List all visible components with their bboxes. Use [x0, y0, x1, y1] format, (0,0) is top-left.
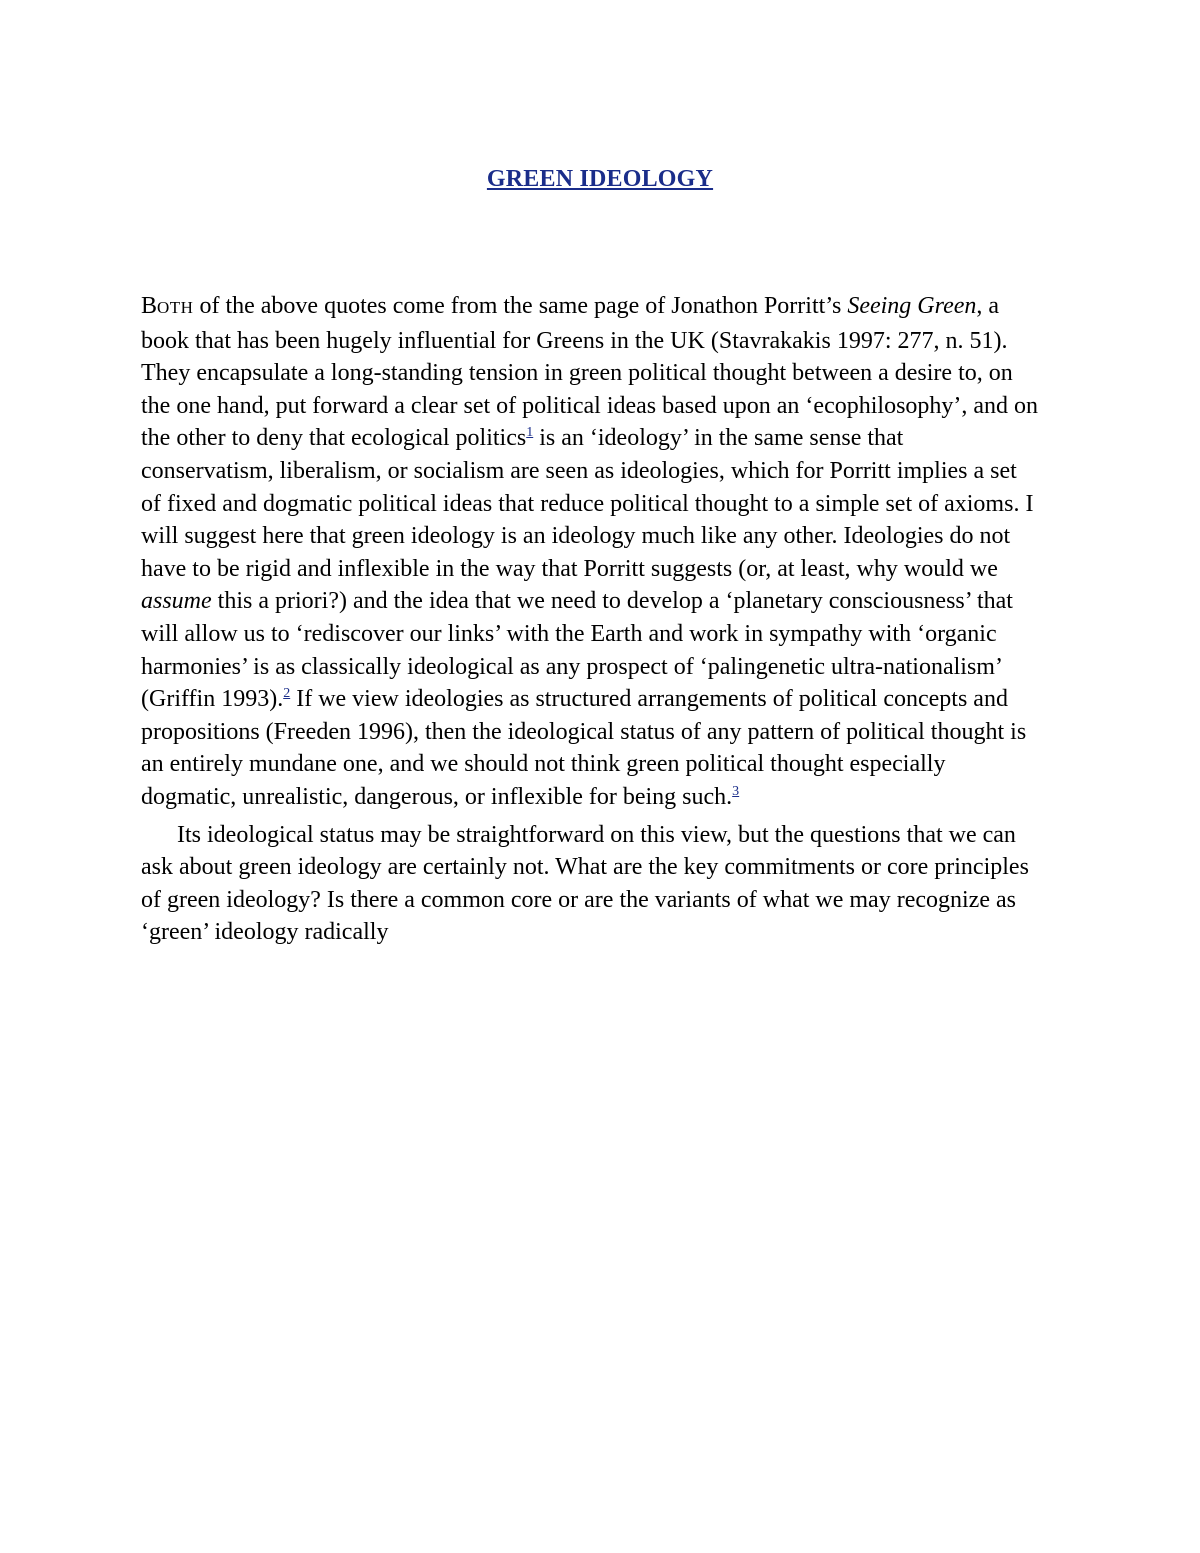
footnote-link-3[interactable]: 3	[732, 783, 740, 799]
emphasis-word: assume	[141, 588, 212, 615]
text-segment: is an ‘ideology’ in the same sense that conservatism, liberalism, or socialism are seen as ideologies, which for Porritt implies a set of fixed and dogmatic political ideas that reduce political thought to a simple set of axioms. I will suggest here that green ideology is an ideology much like any other. Ideologies do not have to be rigid and inflexible in the way that Porritt suggests (or, at least, why would we	[141, 425, 1034, 582]
book-title: Seeing Green	[847, 293, 977, 319]
smallcaps-word: OTH	[157, 298, 194, 317]
text-segment: this a priori?) and the idea that we need to develop a ‘planetary consciousness’ that will allow us to ‘rediscover our links’ with the Earth and work in sympathy with ‘organic harmonies’ is as classically ideological as any prospect of ‘palingenetic ultra-nationalism’ (Griffin 1993).	[141, 588, 1013, 713]
body-text	[141, 290, 1041, 949]
footnote-link-1[interactable]: 1	[526, 425, 534, 441]
chapter-title: GREEN IDEOLOGY	[486, 166, 714, 192]
dropcap-first-letter: B	[141, 293, 158, 319]
paragraph-2: Its ideological status may be straightforward on this view, but the questions that we can ask about green ideology are certainly not. What are the key commitments or core principles of green ideology? Is there a common core or are the variants of what we may recognize as ‘green’ ideology radically	[141, 821, 1029, 946]
text-segment: If we view ideologies as structured arrangements of political concepts and propositions (Freeden 1996), then the ideological status of any pattern of political thought is an entirely mundane one, and we should not think green political thought especially dogmatic, unrealistic, dangerous, or inflexible for being such.	[141, 686, 1027, 810]
footnote-link-2[interactable]: 2	[283, 686, 291, 702]
text-segment: , a book that has been hugely influential for Greens in the UK (Stavrakakis 1997: 277, n. 51). They encapsulate a long-standing tension in green political thought between a desire to, on the one hand, put forward a clear set of political ideas based upon an ‘ecophilosophy’, and on the other to deny that ecological politics	[141, 293, 1039, 452]
text-segment: of the above quotes come from the same page of Jonathon Porritt’s	[193, 293, 848, 319]
paragraph-1	[141, 290, 1041, 814]
